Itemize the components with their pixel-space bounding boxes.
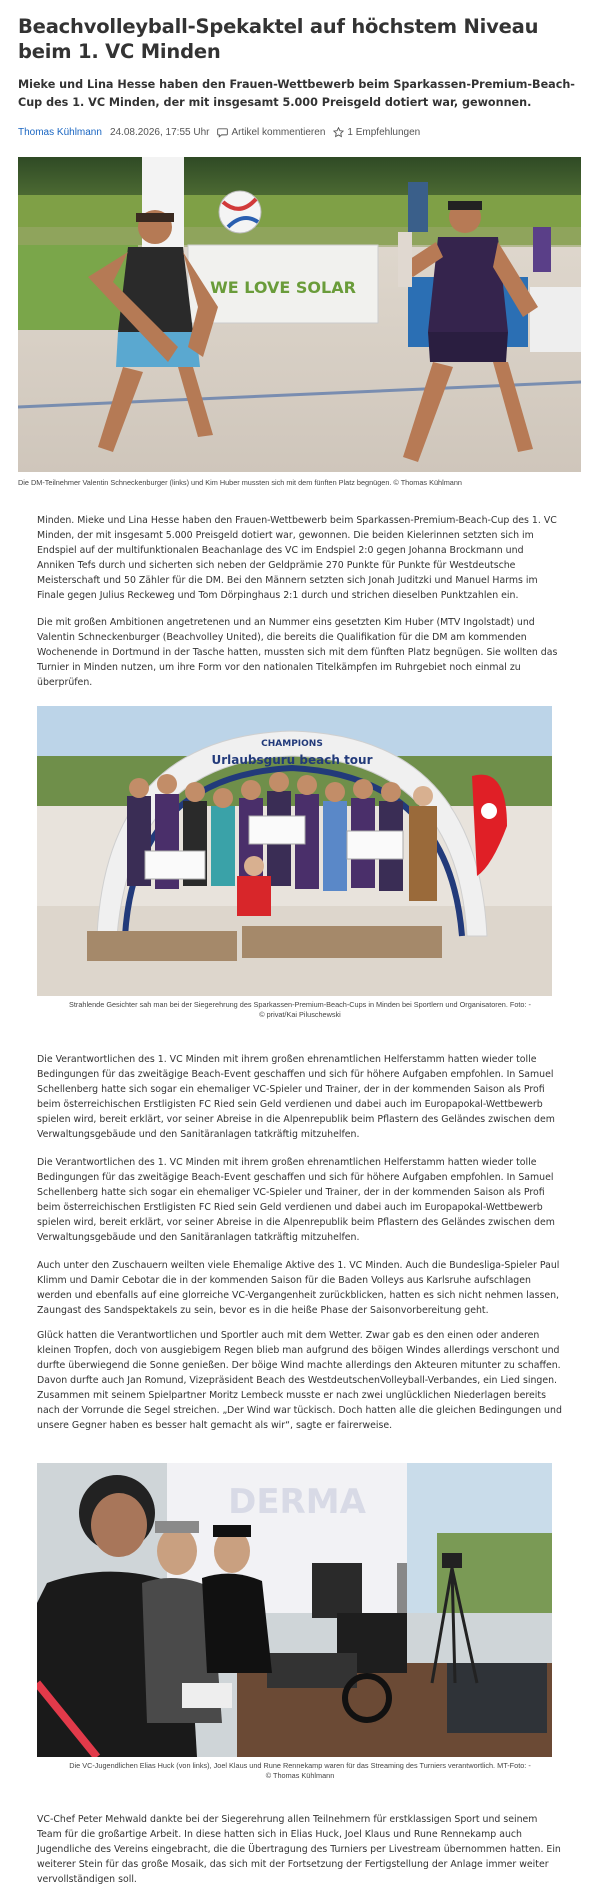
streaming-team-image (37, 1463, 552, 1757)
paragraph: Die Verantwortlichen des 1. VC Minden mit ihrem großen ehrenamtlichen Helferstamm hatten wieder tolle Bedingungen für das zweitägige Beach-Event geschaffen und sich für höhere Aufgaben empfohlen. In Samuel Schellenberg hatte sich sogar ein ehemaliger VC-Spieler und Trainer, der in der kommenden Saison als Profi beim österreichischen Erstligisten FC Ried sein Geld verdienen und dabei auch im Europapokal-Wettbewerb spielen wird, bereit erklärt, vor seiner Abreise in die Alpenrepublik beim Pflastern des Geländes zwischen dem Verwaltungsgebäude und den Sanitäranlagen tatkräftig mitzuhelfen. (37, 1157, 555, 1243)
hero-photo (18, 157, 581, 472)
paragraph: Die Verantwortlichen des 1. VC Minden mit ihrem großen ehrenamtlichen Helferstamm hatten wieder tolle Bedingungen für das zweitägige Beach-Event geschaffen und sich für höhere Aufgaben empfohlen. In Samuel Schellenberg hatte sich sogar ein ehemaliger VC-Spieler und Trainer, der in der kommenden Saison als Profi beim österreichischen Erstligisten FC Ried sein Geld verdienen und dabei auch im Europapokal-Wettbewerb spielen wird, bereit erklärt, vor seiner Abreise in die Alpenrepublik beim Pflastern des Geländes zwischen dem Verwaltungsgebäude und den Sanitäranlagen tatkräftig mitzuhelfen. (37, 1054, 555, 1140)
recommend-label: 1 Empfehlungen (347, 126, 421, 138)
article-title: Beachvolleyball-Spekaktel auf höchstem Niveau beim 1. VC Minden (18, 15, 539, 63)
comment-icon (217, 127, 228, 138)
award-ceremony-image (37, 706, 552, 996)
star-icon (333, 127, 344, 138)
article-body (18, 513, 582, 1887)
comment-button[interactable] (217, 127, 325, 138)
publish-datetime: 24.08.2026, 17:55 Uhr (109, 126, 210, 138)
solar-banner-text: WE LOVE SOLAR (210, 278, 356, 297)
streaming-photo (37, 1463, 552, 1757)
ceremony-photo (37, 706, 552, 996)
paragraph: Auch unter den Zuschauern weilten viele Ehemalige Aktive des 1. VC Minden. Auch die Bundesliga-Spieler Paul Klimm und Damir Cebotar die in der kommenden Saison für die Baden Volleys aus Karlsruhe aufschlagen werden und ebenfalls auf eine glorreiche VC-Vergangenheit zurückblicken, hatten es sich nicht nehmen lassen, Zaungast des Sandspektakels zu sein, bevor es in die heiße Phase der Saisonvorbereitung geht. (37, 1260, 560, 1316)
hero-caption: Die DM-Teilnehmer Valentin Schneckenburger (links) und Kim Huber mussten sich mit dem fünften Platz begnügen. © Thomas Kühlmann (18, 478, 462, 487)
author-link[interactable]: Thomas Kühlmann (18, 126, 102, 138)
arch-text: Urlaubsguru beach tour (211, 753, 373, 767)
arch-top-text: CHAMPIONS (261, 739, 323, 749)
paragraph: Die mit großen Ambitionen angetretenen und an Nummer eins gesetzten Kim Huber (MTV Ingolstadt) und Valentin Schneckenburger (Beachvolley United), die bereits die Qualifikation für die DM am kommenden Wochenende in Dortmund in der Tasche hatten, mussten sich mit dem fünften Platz begnügen. Sie wollten das Turnier in Minden nutzen, um ihre Form vor den nationalen Titelkämpfen im Ruhrgebiet noch einmal zu überprüfen. (37, 617, 558, 688)
article-lead: Mieke und Lina Hesse haben den Frauen-Wettbewerb beim Sparkassen-Premium-Beach-Cup des 1. VC Minden, der mit insgesamt 5.000 Preisgeld dotiert war, gewonnen. (18, 78, 575, 109)
comment-label: Artikel kommentieren (231, 126, 326, 138)
paragraph: Glück hatten die Verantwortlichen und Sportler auch mit dem Wetter. Zwar gab es den einen oder anderen kleinen Tropfen, doch von ausgiebigem Regen blieb man aufgrund des böigen Windes allerdings verschont und durfte überwiegend die Sonne genießen. Der böige Wind machte allerdings den Akteuren mitunter zu schaffen. Davon durfte auch Jan Romund, Vizepräsident Beach des WestdeutschenVolleyball-Verbandes, ein Lied singen. Zusammen mit seinem Spielpartner Moritz Lembeck musste er nach zwei unglücklichen Niederlagen bereits nach der Vorrunde die Segel streichen. „Der Wind war tückisch. Doch hatten alle die gleichen Bedingungen und unsere Gegner haben es besser halt gemacht als wir“, sagte er fairerweise. (37, 1330, 562, 1431)
ceremony-caption: Strahlende Gesichter sah man bei der Siegerehrung des Sparkassen-Premium-Beach-Cups in Minden bei Sportlern und Organisatoren. Foto: - © privat/Kai Piluschewski (69, 1000, 531, 1019)
paragraph: Minden. Mieke und Lina Hesse haben den Frauen-Wettbewerb beim Sparkassen-Premium-Beach-Cup des 1. VC Minden, der mit insgesamt 5.000 Preisgeld dotiert war, gewonnen. Die beiden Kielerinnen setzten sich im Endspiel auf der multifunktionalen Beachanlage des VC im Endspiel 2:0 gegen Johanna Brockmann und Anniken Tefs durch und sicherten sich neben der Geldprämie 270 Punkte für Punkte für Westdeutsche Meisterschaft und 50 Zähler für die DM. Bei den Männern setzten sich Jonah Juditzki und Manuel Harms im Finale gegen Julius Reckeweg und Tom Dörpinghaus 2:1 durch und strichen dieselben Punktzahlen ein. (37, 515, 557, 601)
article-meta (18, 125, 582, 139)
derma-banner-text: DERMA (228, 1482, 366, 1522)
beach-volleyball-players-image (18, 157, 581, 472)
recommend-button[interactable] (333, 127, 420, 138)
paragraph: VC-Chef Peter Mehwald dankte bei der Siegerehrung allen Teilnehmern für erstklassigen Sport und seinem Team für die großartige Arbeit. In diese hatten sich in Elias Huck, Joel Klaus und Rune Rennekamp auch Jugendliche des Vereins eingebracht, die die Übertragung des Turniers per Livestream übernommen hatten. Ein weiterer Stein für das große Mosaik, das sich mit der Fortsetzung der Fertigstellung der Anlage immer weiter vervollständigen soll. (37, 1814, 561, 1885)
streaming-caption: Die VC-Jugendlichen Elias Huck (von links), Joel Klaus und Rune Rennekamp waren für das Streaming des Turniers verantwortlich. MT-Foto: - © Thomas Kühlmann (69, 1761, 531, 1780)
